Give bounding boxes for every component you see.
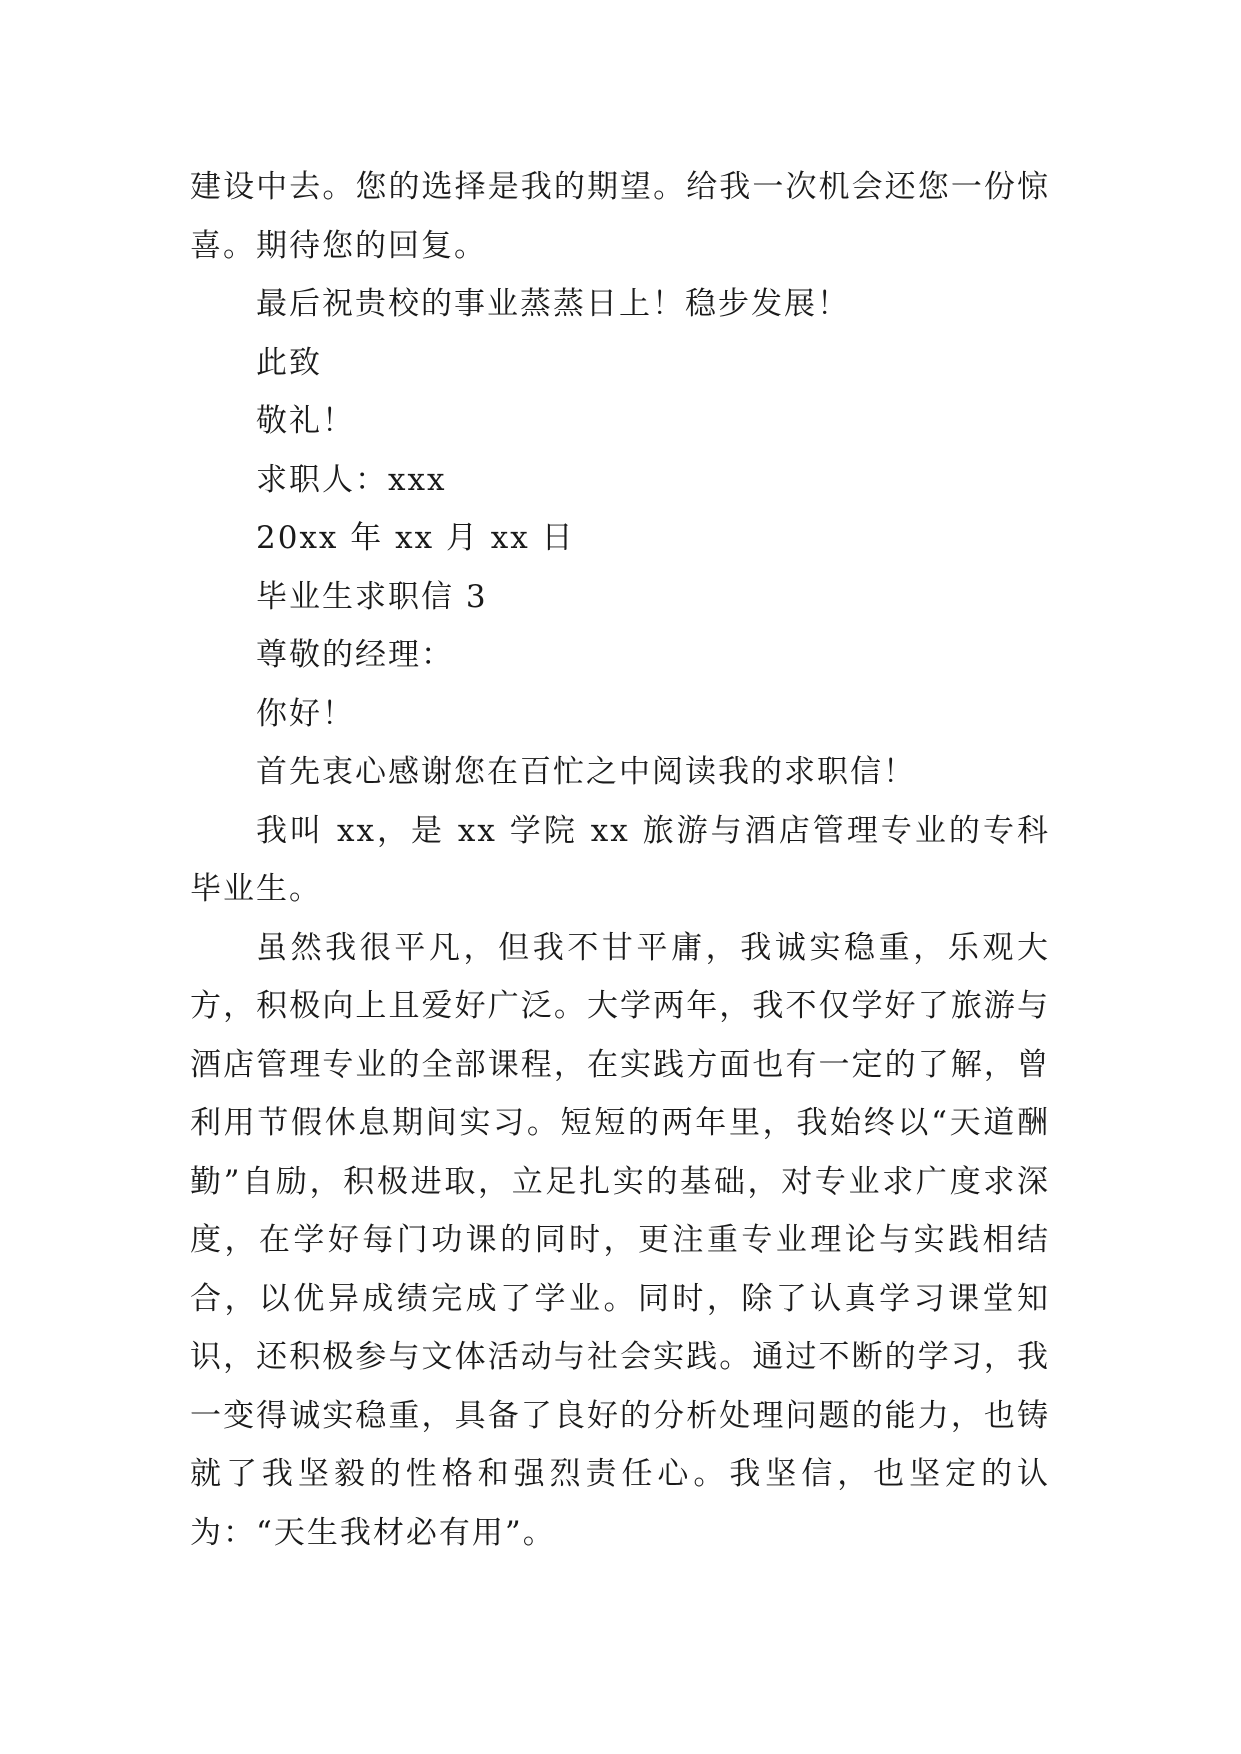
paragraph-cizhi: 此致 xyxy=(256,344,322,381)
applicant-signature: 求职人：xxx xyxy=(256,461,447,498)
greeting: 你好！ xyxy=(256,695,355,732)
salutation: 尊敬的经理： xyxy=(256,637,454,673)
letter-text xyxy=(190,158,1050,1562)
paragraph-closing-wish: 最后祝贵校的事业蒸蒸日上！稳步发展！ xyxy=(256,286,850,322)
paragraph-jingli: 敬礼！ xyxy=(256,403,355,439)
paragraph-thanks: 首先衷心感谢您在百忙之中阅读我的求职信！ xyxy=(256,754,916,790)
letter-title: 毕业生求职信 3 xyxy=(256,578,488,615)
paragraph-introduction: 我叫 xx，是 xx 学院 xx 旅游与酒店管理专业的专科毕业生。 xyxy=(190,812,1050,907)
letter-date: 20xx 年 xx 月 xx 日 xyxy=(256,520,575,556)
paragraph-continuation: 建设中去。您的选择是我的期望。给我一次机会还您一份惊喜。期待您的回复。 xyxy=(190,169,1050,264)
paragraph-body: 虽然我很平凡，但我不甘平庸，我诚实稳重，乐观大方，积极向上且爱好广泛。大学两年，我不仅学好了旅游与酒店管理专业的全部课程，在实践方面也有一定的了解，曾利用节假休息期间实习。短短的两年里，我始终以“天道酬勤”自励，积极进取，立足扎实的基础，对专业求广度求深度，在学好每门功课的同时，更注重专业理论与实践相结合，以优异成绩完成了学业。同时，除了认真学习课堂知识，还积极参与文体活动与社会实践。通过不断的学习，我一变得诚实稳重，具备了良好的分析处理问题的能力，也铸就了我坚毅的性格和强烈责任心。我坚信，也坚定的认为：“天生我材必有用”。 xyxy=(190,929,1050,1551)
